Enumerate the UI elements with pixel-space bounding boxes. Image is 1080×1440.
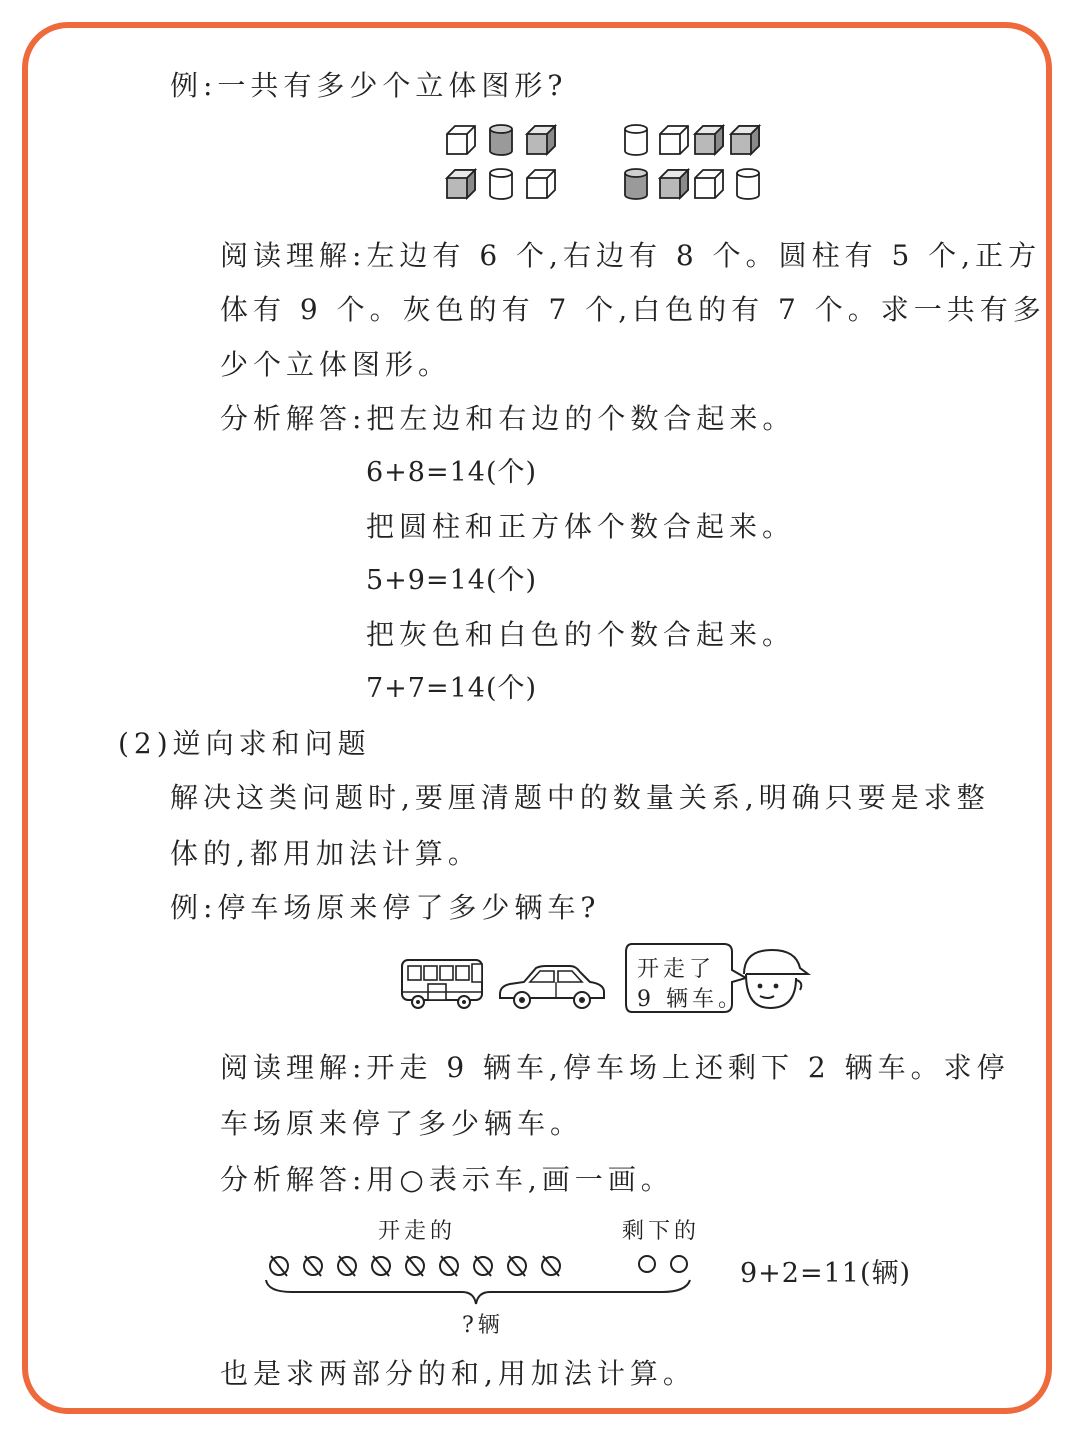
reading2-line-2: 车场原来停了多少辆车。 bbox=[220, 1107, 584, 1140]
gray-cube bbox=[695, 126, 723, 154]
formula-3: 7+7=14(个) bbox=[366, 673, 538, 704]
reading-line-1: 阅读理解:左边有 6 个,右边有 8 个。圆柱有 5 个,正方 bbox=[220, 239, 1042, 272]
gray-cube bbox=[731, 126, 759, 154]
white-cube bbox=[527, 170, 555, 198]
circle-diagram bbox=[262, 1250, 702, 1310]
gray-cube bbox=[447, 170, 475, 198]
label-remaining: 剩下的 bbox=[622, 1219, 701, 1244]
white-cylinder bbox=[490, 169, 512, 199]
remaining-circles bbox=[639, 1256, 687, 1272]
section2-desc-2: 体的,都用加法计算。 bbox=[170, 837, 481, 870]
reading2-line-1: 阅读理解:开走 9 辆车,停车场上还剩下 2 辆车。求停 bbox=[220, 1051, 1010, 1084]
speech-line-2: 9 辆车。 bbox=[637, 987, 744, 1012]
gray-cylinder bbox=[625, 169, 647, 199]
example1-question: 例:一共有多少个立体图形? bbox=[170, 69, 568, 102]
section2-heading: (2)逆向求和问题 bbox=[118, 727, 371, 760]
car-illustration bbox=[496, 962, 608, 1012]
gray-cube bbox=[527, 126, 555, 154]
reading-line-3: 少个立体图形。 bbox=[220, 348, 452, 381]
step-2: 把圆柱和正方体个数合起来。 bbox=[366, 510, 796, 543]
formula-vehicles: 9+2=11(辆) bbox=[740, 1258, 912, 1289]
shapes-figure bbox=[445, 120, 765, 210]
white-cube bbox=[695, 170, 723, 198]
reading-line-2: 体有 9 个。灰色的有 7 个,白色的有 7 个。求一共有多 bbox=[220, 293, 1046, 326]
gray-cylinder bbox=[490, 125, 512, 155]
boy-illustration bbox=[738, 944, 810, 1016]
section2-desc-1: 解决这类问题时,要厘清题中的数量关系,明确只要是求整 bbox=[170, 781, 990, 814]
right-group bbox=[625, 125, 759, 199]
formula-1: 6+8=14(个) bbox=[366, 457, 538, 488]
analysis2: 分析解答:用○表示车,画一画。 bbox=[220, 1163, 674, 1196]
left-group bbox=[447, 125, 555, 199]
white-cylinder bbox=[737, 169, 759, 199]
label-driven-away: 开走的 bbox=[378, 1219, 457, 1244]
white-cube bbox=[660, 126, 688, 154]
page-frame bbox=[22, 22, 1052, 1414]
bus-illustration bbox=[400, 956, 490, 1012]
step-3: 把灰色和白色的个数合起来。 bbox=[366, 618, 796, 651]
conclusion: 也是求两部分的和,用加法计算。 bbox=[220, 1357, 696, 1390]
brace-label: ?辆 bbox=[462, 1313, 504, 1338]
speech-line-1: 开走了 bbox=[637, 957, 716, 982]
gray-cube bbox=[660, 170, 688, 198]
brace bbox=[266, 1280, 690, 1304]
analysis-intro: 分析解答:把左边和右边的个数合起来。 bbox=[220, 402, 796, 435]
white-cube bbox=[447, 126, 475, 154]
white-cylinder bbox=[625, 125, 647, 155]
example2-question: 例:停车场原来停了多少辆车? bbox=[170, 891, 601, 924]
formula-2: 5+9=14(个) bbox=[366, 565, 538, 596]
crossed-circles bbox=[270, 1256, 560, 1276]
